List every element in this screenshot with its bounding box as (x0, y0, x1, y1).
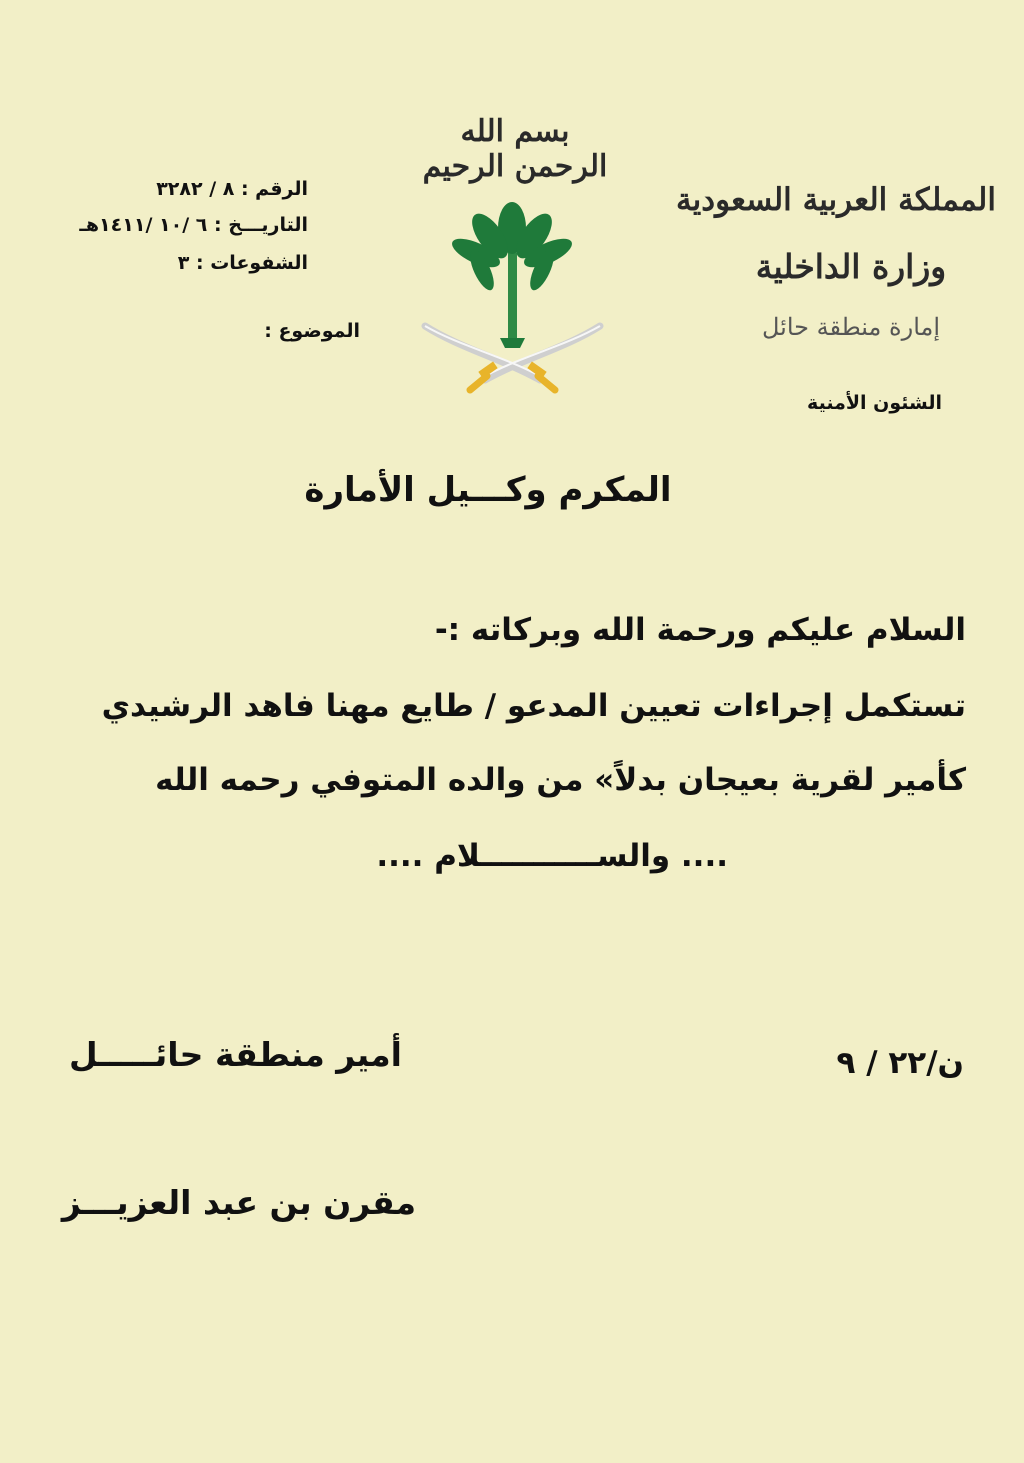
basmala-calligraphy (410, 100, 620, 184)
body-line-1: تستكمل إجراءات تعيين المدعو / طايع مهنا فاهد الرشيدي (101, 688, 966, 724)
subject-label: الموضوع : (264, 320, 360, 342)
addressee: المكرم وكـــيل الأمارة (304, 470, 672, 510)
issue-number: ن/٢٢ / ٩ (836, 1045, 964, 1081)
closing-salutation: .... والســـــــــــلام .... (376, 838, 728, 874)
greeting: السلام عليكم ورحمة الله وبركاته :- (434, 612, 966, 648)
ministry-heading (676, 168, 996, 352)
kingdom-name: المملكة العربية السعودية (676, 182, 996, 218)
ministry-name: وزارة الداخلية (755, 247, 947, 286)
signatory-name: مقرن بن عبد العزيـــز (61, 1183, 416, 1222)
emirate-name: إمارة منطقة حائل (761, 313, 941, 341)
department-label: الشئون الأمنية (807, 392, 942, 414)
basmala-text: بسم الله الرحمن الرحيم (422, 114, 608, 184)
letter-date: التاريـــخ : ٦ /١٠ /١٤١١هـ (79, 214, 308, 236)
attachments-count: الشفوعات : ٣ (177, 252, 308, 274)
saudi-emblem-icon (420, 198, 605, 403)
body-line-2: كأمير لقرية بعيجان بدلاً» من والده المتوفي رحمه الله (155, 762, 966, 798)
reference-number: الرقم : ٨ / ٣٢٨٢ (156, 178, 308, 200)
signatory-title: أمير منطقة حائـــــل (69, 1035, 402, 1074)
